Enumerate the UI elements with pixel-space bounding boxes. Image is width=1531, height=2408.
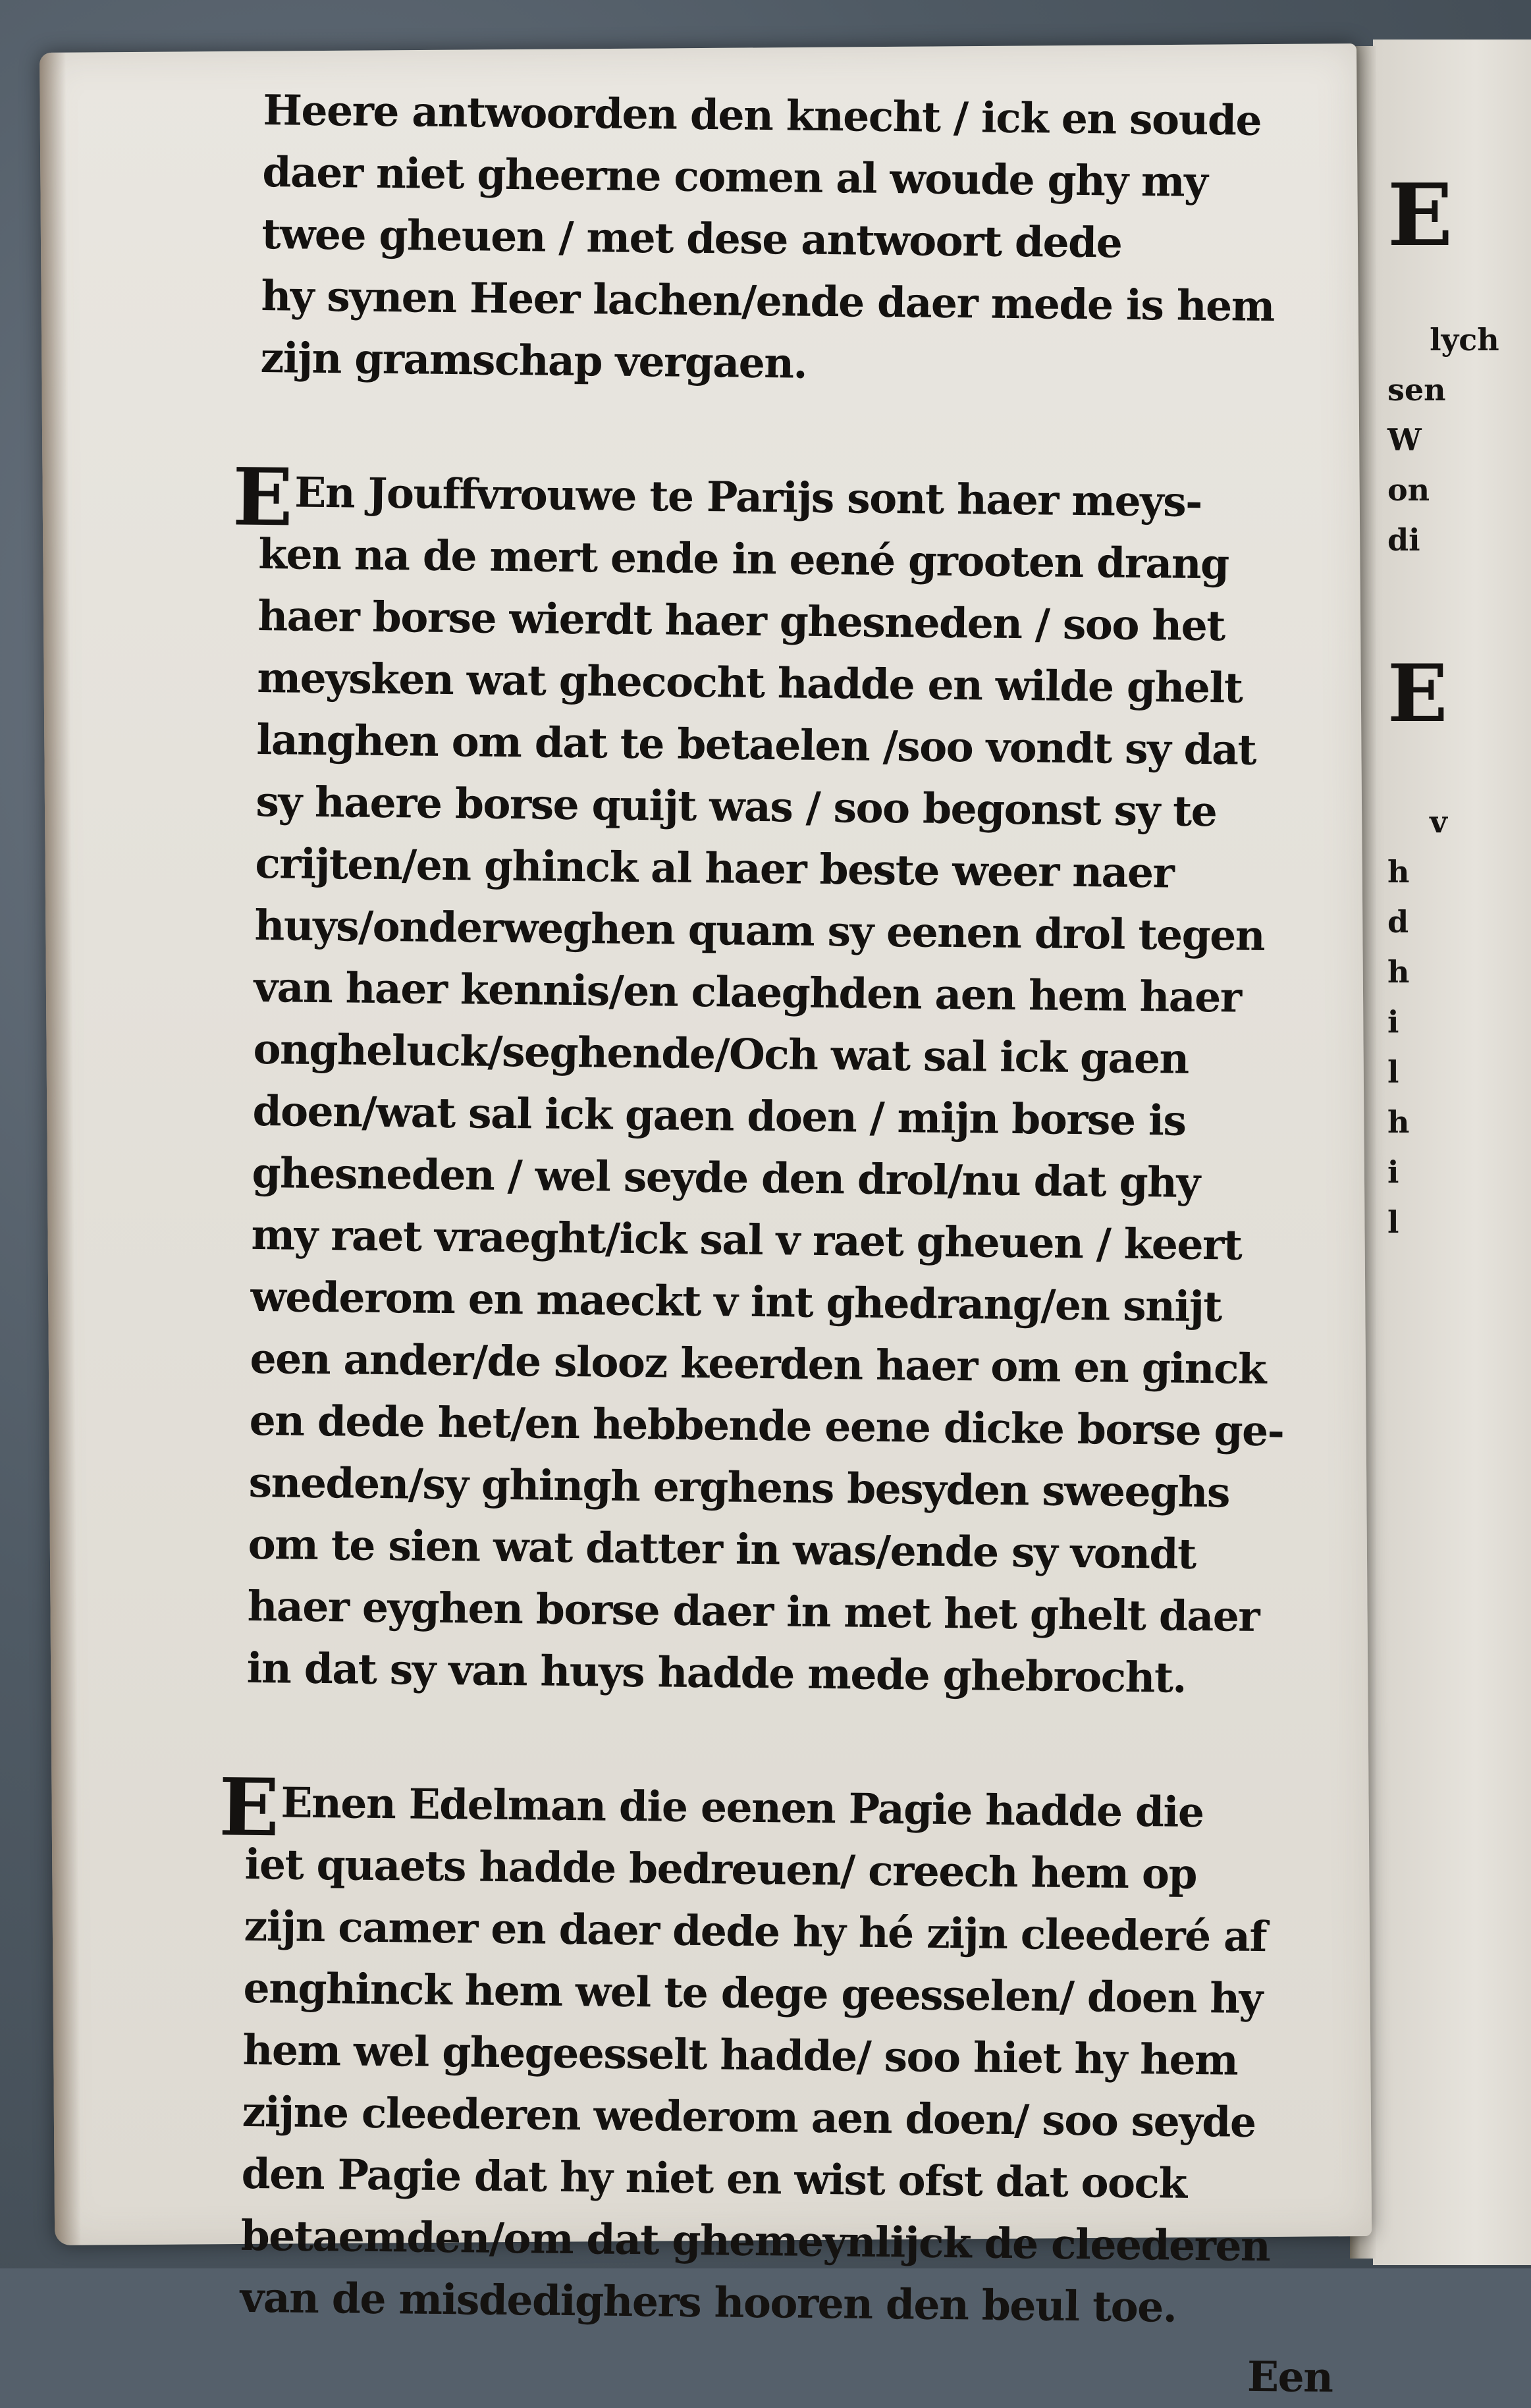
text-line: crijten/en ghinck al haer beste weer naer (255, 838, 1174, 897)
facing-page-line: d (1387, 904, 1409, 940)
text-line: langhen om dat te betaelen /soo vondt sy dat (256, 714, 1256, 774)
page-text (218, 79, 1356, 2408)
text-line: huys/onderweghen quam sy eenen drol tegen (254, 900, 1265, 960)
text-line: hy synen Heer lachen/ende daer mede is hem (261, 271, 1275, 331)
text-line: den Pagie dat hy niet en wist ofst dat oock (241, 2149, 1187, 2208)
drop-initial: E (232, 450, 293, 545)
text-line: ken na de mert ende in eené grooten drang (258, 529, 1229, 589)
paragraph-1 (260, 79, 1356, 400)
text-line: meysken wat ghecocht hadde en wilde ghelt (257, 653, 1243, 712)
text-line: twee gheuen / met dese antwoort dede (261, 209, 1122, 267)
facing-page-text (1387, 66, 1531, 1297)
text-line: van de misdedighers hooren den beul toe. (240, 2272, 1177, 2332)
catchword: Een (1247, 2351, 1333, 2402)
text-line: betaemden/om dat ghemeynlijck de cleederen (240, 2210, 1270, 2271)
text-line: haer borse wierdt haer ghesneden / soo het (257, 591, 1225, 651)
facing-page-line: h (1387, 1104, 1410, 1140)
text-line-first (218, 1761, 1339, 1855)
facing-page-initial-1: E (1387, 165, 1453, 265)
text-line: sneden/sy ghingh erghens besyden sweeghs (248, 1457, 1230, 1517)
text-line: ongheluck/seghende/Och wat sal ick gaen (253, 1024, 1189, 1083)
text-line: doen/wat sal ick gaen doen / mijn borse is (252, 1086, 1186, 1145)
text-line: in dat sy van huys hadde mede ghebrocht. (246, 1643, 1187, 1702)
facing-page-line: sen (1387, 372, 1446, 408)
text-line: daer niet gheerne comen al woude ghy my (262, 147, 1208, 207)
text-line: wederom en maeckt v int ghedrang/en snijt (250, 1271, 1222, 1331)
text-line: iet quaets hadde bedreuen/ creech hem op (244, 1839, 1197, 1898)
facing-page-line: h (1387, 954, 1410, 990)
text-line: en dede het/en hebbende eene dicke borse ge- (249, 1395, 1284, 1456)
facing-page-line: l (1387, 1054, 1399, 1090)
text-line: enghinck hem wel te dege geesselen/ doen hy (243, 1963, 1263, 2023)
text-line: haer eyghen borse daer in met het ghelt daer (247, 1581, 1260, 1641)
text-line: zijne cleederen wederom aen doen/ soo seyde (242, 2087, 1256, 2147)
facing-page-line: W (1387, 422, 1422, 458)
text-line: van haer kennis/en claeghden aen hem haer (254, 962, 1241, 1022)
text-line: sy haere borse quijt was / soo begonst sy te (255, 776, 1217, 836)
text-line: En Jouffvrouwe te Parijs sont haer meys- (294, 468, 1202, 526)
facing-page-line: h (1387, 854, 1410, 890)
text-line: Heere antwoorden den knecht / ick en soude (263, 85, 1262, 145)
text-line-first (232, 450, 1353, 545)
facing-page-line: lych (1430, 322, 1499, 358)
text-line: my raet vraeght/ick sal v raet gheuen / keert (251, 1210, 1242, 1270)
paragraph-3 (218, 1761, 1339, 2408)
text-line: zijn camer en daer dede hy hé zijn cleederé af (244, 1901, 1267, 1962)
text-line: zijn gramschap vergaen. (260, 333, 807, 388)
facing-page-line: l (1387, 1204, 1399, 1240)
text-line: ghesneden / wel seyde den drol/nu dat ghy (252, 1148, 1200, 1207)
facing-page-line: i (1387, 1154, 1399, 1190)
facing-page-line: di (1387, 522, 1420, 558)
text-line: Enen Edelman die eenen Pagie hadde die (281, 1778, 1204, 1837)
facing-page (1373, 40, 1531, 2265)
drop-initial: E (218, 1761, 279, 1855)
text-line: een ander/de slooz keerden haer om en ginck (250, 1333, 1266, 1394)
facing-page-line: i (1387, 1004, 1399, 1040)
text-line: om te sien wat datter in was/ende sy vondt (248, 1519, 1196, 1578)
paragraph-2 (232, 450, 1353, 1710)
facing-page-line: v (1430, 804, 1447, 840)
facing-page-initial-2: E (1387, 647, 1448, 740)
text-line: hem wel ghegeesselt hadde/ soo hiet hy hem (242, 2025, 1238, 2085)
facing-page-line: on (1387, 472, 1430, 508)
